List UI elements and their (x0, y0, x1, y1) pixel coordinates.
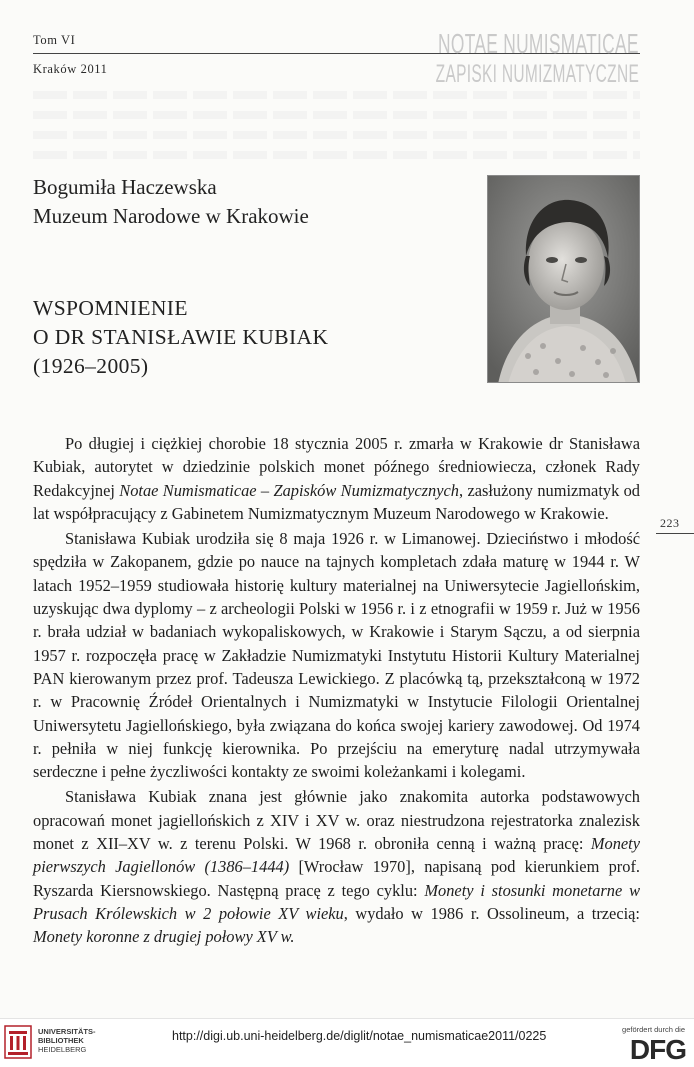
volume-label: Tom VI (33, 33, 76, 47)
permalink-url[interactable]: http://digi.ub.uni-heidelberg.de/diglit/notae_numismaticae2011/0225 (172, 1029, 547, 1043)
journal-title-latin: NOTAE NUMISMATICAE (438, 28, 639, 59)
portrait-photo (487, 175, 640, 383)
paragraph-2: Stanisława Kubiak urodziła się 8 maja 1926 r. w Limanowej. Dzieciństwo i młodość spędziła w Zakopanem, gdzie po nauce na tajnych kompletach zdała maturę w 1944 r. W latach 1952–1959 studiowała historię kultury materialnej na Uniwersytecie Jagiellońskim, uzyskując dwa dyplomy – z archeologii Polski w 1956 r. i z etnografii w 1959 r. Już w 1956 r. brała udział w badaniach wykopaliskowych, w Krakowie i Starym Sączu, a od sierpnia 1957 r. rozpoczęła pracę w Zakładzie Numizmatyki Instytutu Historii Kultury Materialnej PAN kierowanym przez prof. Tadeusza Lewickiego. Z placówką tą, przekształconą w 1972 r. w Pracownię Źródeł Orientalnych i Numizmatyki w Instytucie Filologii Orientalnej Uniwersytetu Jagiellońskiego, była związana do końca swojej kariery zawodowej. Od 1974 r. pełniła w niej funkcję kierownika. Po przejściu na emeryturę nadal utrzymywała serdeczne i pełne życzliwości kontakty ze swoimi koleżankami i kolegami. (33, 529, 640, 782)
show-through-line (33, 131, 640, 139)
page-number-rule (656, 533, 694, 534)
paragraph-3: Stanisława Kubiak znana jest głównie jako znakomita autorka podstawowych opracowań monet jagiellońskich z XIV i XV w. oraz niestrudzona rejestratorka znalezisk monet z XII–XV w. z terenu Polski. W 1968 r. obroniła cenną i ważną pracę: Monety pierwszych Jagiellonów (1386–1444) [Wrocław 1970], napisaną pod kierunkiem prof. Ryszarda Kiersnowskiego. Następną pracę z tego cyklu: Monety i stosunki monetarne w Prusach Królewskich w 2 połowie XV wieku, wydało w 1986 r. Ossolineum, a trzecią: Monety koronne z drugiej połowy XV w. (33, 787, 640, 947)
title-line-1: WSPOMNIENIE (33, 296, 188, 320)
title-line-2: O DR STANISŁAWIE KUBIAK (33, 325, 329, 349)
journal-title-polish: ZAPISKI NUMIZMATYCZNE (435, 60, 639, 88)
article-body (33, 432, 640, 949)
journal-name-italic: Notae Numismaticae – Zapisków Numizmatycznych (119, 480, 459, 500)
book-title-1: Monety pierwszych Jagiellonów (1386–1444) (33, 834, 640, 877)
title-line-3: (1926–2005) (33, 354, 149, 378)
city-year-label: Kraków 2011 (33, 62, 108, 76)
portrait-photo-icon (488, 176, 640, 383)
author-affiliation: Muzeum Narodowe w Krakowie (33, 204, 309, 228)
funding-caption: gefördert durch die (622, 1025, 685, 1034)
author-name: Bogumiła Haczewska (33, 175, 217, 199)
article-title (33, 294, 328, 381)
book-title-2: Monety i stosunki monetarne w Prusach Królewskich w 2 połowie XV wieku (33, 880, 640, 923)
viewer-footer (0, 1018, 694, 1067)
library-logo-icon[interactable] (4, 1025, 32, 1059)
author-block (33, 173, 309, 231)
library-name: UNIVERSITÄTS- BIBLIOTHEK HEIDELBERG (38, 1027, 96, 1054)
dfg-logo[interactable]: DFG (629, 1034, 686, 1065)
page-number: 223 (660, 516, 680, 530)
show-through-line (33, 91, 640, 99)
paragraph-1: Po długiej i ciężkiej chorobie 18 stycznia 2005 r. zmarła w Krakowie dr Stanisława Kubiak, autorytet w dziedzinie polskich monet późnego średniowiecza, członek Rady Redakcyjnej Notae Numismaticae – Zapisków Numizmatycznych, zasłużony numizmatyk od lat współpracujący z Gabinetem Numizmatycznym Muzeum Narodowego w Krakowie. (33, 434, 641, 523)
show-through-line (33, 151, 640, 159)
book-title-3: Monety koronne z drugiej połowy XV w. (33, 927, 295, 947)
show-through-line (33, 111, 640, 119)
